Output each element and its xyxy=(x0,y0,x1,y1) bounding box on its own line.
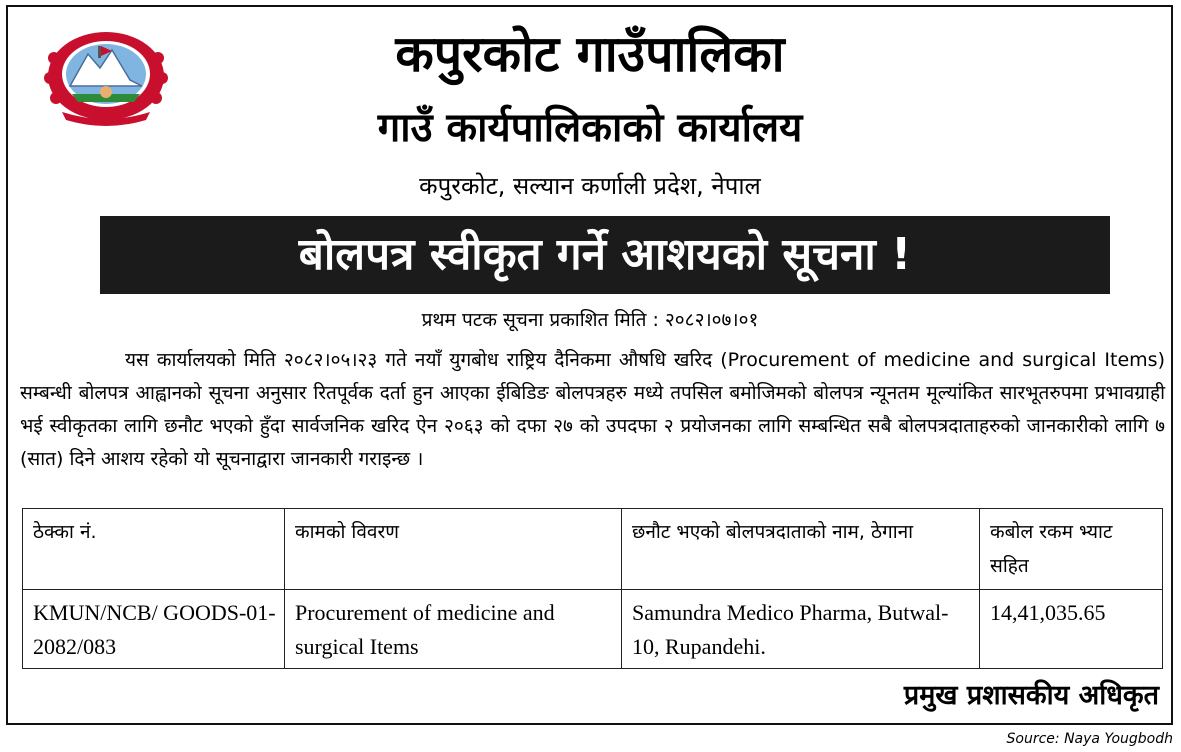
table-header-row xyxy=(23,509,1163,590)
notice-body: यस कार्यालयको मिति २०८२।०५।२३ गते नयाँ युगबोध राष्ट्रिय दैनिकमा औषधि खरिद (Procurement of medicine and surgical Items) सम्बन्धी बोलपत्र आह्वानको सूचना अनुसार रितपूर्वक दर्ता हुन आएका ईबिडिङ बोलपत्रहरु मध्ये तपसिल बमोजिमको बोलपत्र न्यूनतम मूल्यांकित सारभूतरुपमा प्रभावग्राही भई स्वीकृतका लागि छनौट भएको हुँदा सार्वजनिक खरिद ऐन २०६३ को दफा २७ को उपदफा २ प्रयोजनका लागि सम्बन्धित सबै बोलपत्रदाताहरुको जानकारीको लागि ७ (सात) दिने आशय रहेको यो सूचनाद्वारा जानकारी गराइन्छ । xyxy=(20,349,1165,470)
office-title: गाउँ कार्यपालिकाको कार्यालय xyxy=(377,105,803,151)
cell-bid-amount: 14,41,035.65 xyxy=(980,590,1163,669)
cell-work-description: Procurement of medicine and surgical Items xyxy=(285,590,622,669)
cell-selected-bidder: Samundra Medico Pharma, Butwal-10, Rupandehi. xyxy=(622,590,980,669)
nepal-government-emblem-icon xyxy=(42,28,170,128)
signature-designation: प्रमुख प्रशासकीय अधिकृत xyxy=(903,680,1159,711)
contract-table xyxy=(22,508,1163,669)
municipality-title: कपुरकोट गाउँपालिका xyxy=(395,25,785,83)
header-bid-amount: कबोल रकम भ्याट सहित xyxy=(980,509,1163,590)
header-work-description: कामको विवरण xyxy=(285,509,622,590)
table-row xyxy=(23,590,1163,669)
notice-title-banner: बोलपत्र स्वीकृत गर्ने आशयको सूचना ! xyxy=(100,216,1110,294)
header-contract-number: ठेक्का नं. xyxy=(23,509,285,590)
header-selected-bidder: छनौट भएको बोलपत्रदाताको नाम, ठेगाना xyxy=(622,509,980,590)
published-date: प्रथम पटक सूचना प्रकाशित मिति : २०८२।०७।०१ xyxy=(421,309,759,331)
cell-contract-number: KMUN/NCB/ GOODS-01-2082/083 xyxy=(23,590,285,669)
office-address: कपुरकोट, सल्यान कर्णाली प्रदेश, नेपाल xyxy=(419,172,761,200)
source-credit: Source: Naya Yougbodh xyxy=(1006,731,1173,747)
